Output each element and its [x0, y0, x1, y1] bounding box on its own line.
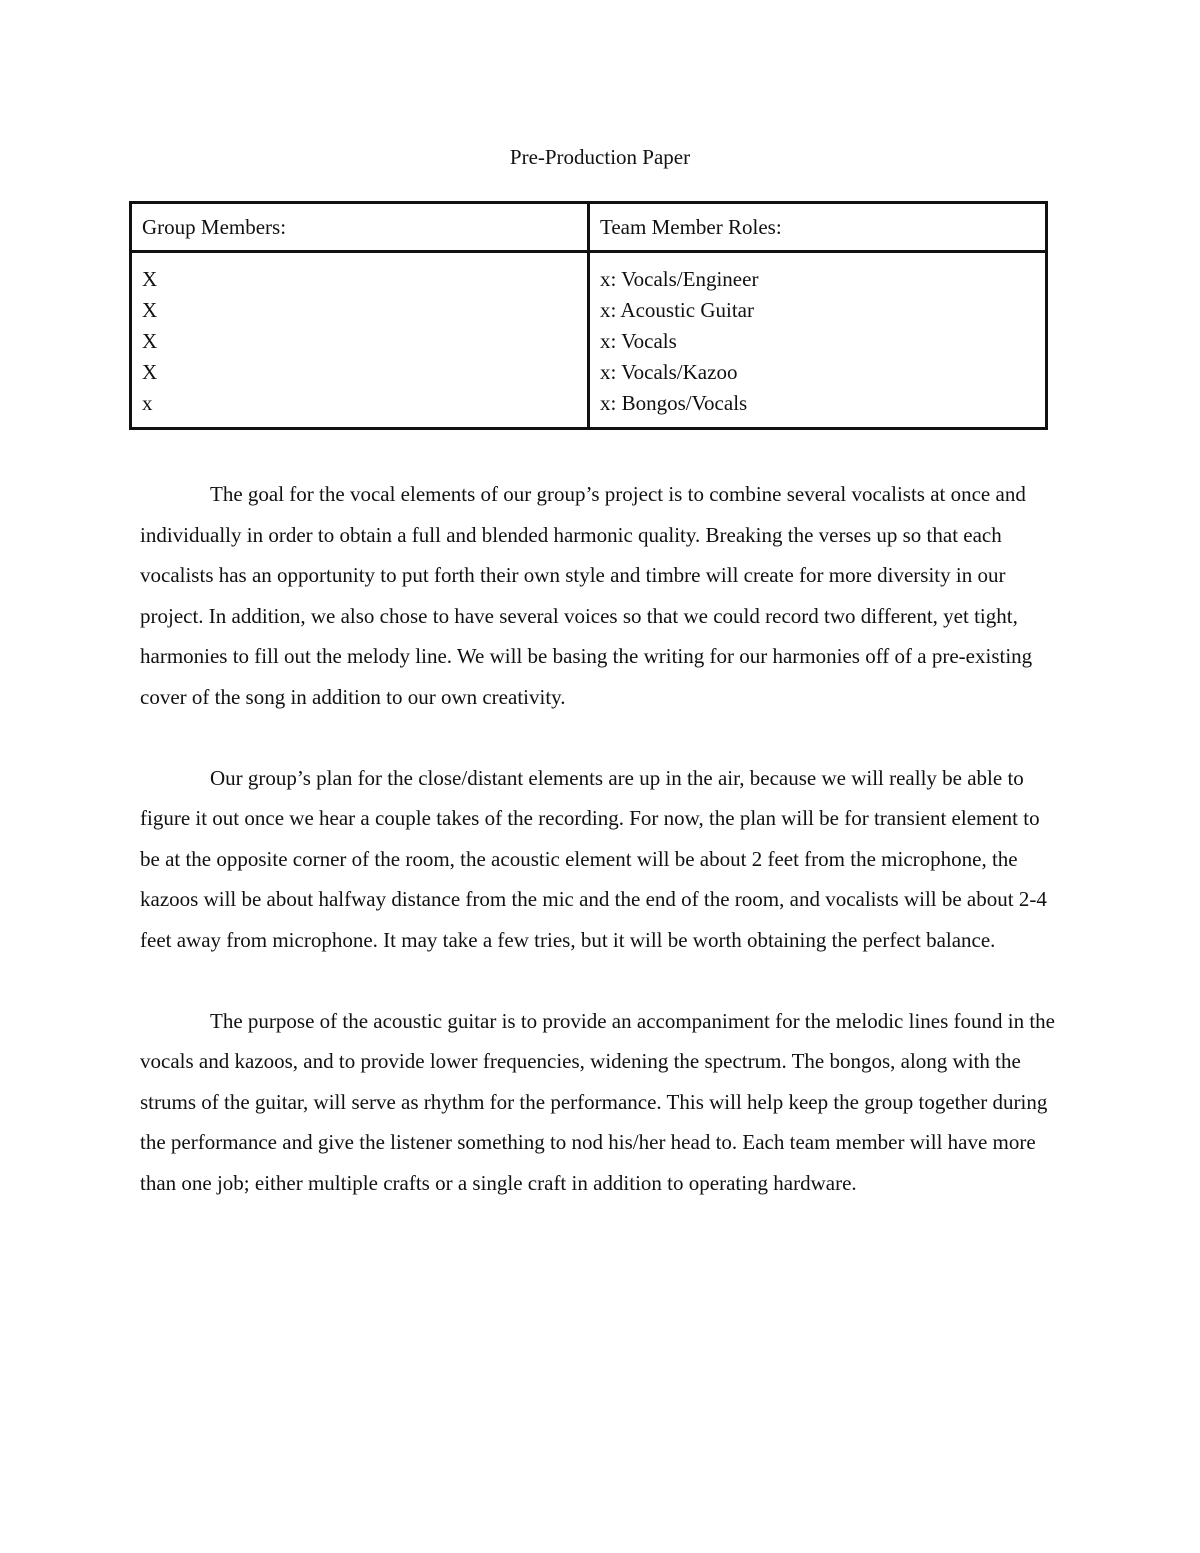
role-entry: x: Bongos/Vocals: [600, 391, 748, 415]
member-entry: X: [142, 298, 158, 322]
paragraph-instrumentation: The purpose of the acoustic guitar is to provide an accompaniment for the melodic lines found in the vocals and kazoos, and to provide lower frequencies, widening the spectrum. The bongos, along with the strums of the guitar, will serve as rhythm for the performance. This will help keep the group together during the performance and give the listener something to nod his/her head to. Each team member will have more than one job; either multiple crafts or a single craft in addition to operating hardware.: [140, 1008, 1056, 1195]
role-entry: x: Acoustic Guitar: [600, 298, 754, 322]
header-team-member-roles: Team Member Roles:: [589, 203, 1047, 252]
role-entry: x: Vocals/Kazoo: [600, 360, 738, 384]
table-body-row: [131, 252, 1047, 429]
member-entry: X: [142, 329, 158, 353]
role-entry: x: Vocals/Engineer: [600, 267, 759, 291]
member-entry: x: [142, 391, 153, 415]
paragraph-close-distant-elements: Our group’s plan for the close/distant elements are up in the air, because we will really be able to figure it out once we hear a couple takes of the recording. For now, the plan will be for transient element to be at the opposite corner of the room, the acoustic element will be about 2 feet from the microphone, the kazoos will be about halfway distance from the mic and the end of the room, and vocalists will be about 2-4 feet away from microphone. It may take a few tries, but it will be worth obtaining the perfect balance.: [140, 765, 1047, 952]
role-entry: x: Vocals: [600, 329, 677, 353]
header-group-members: Group Members:: [131, 203, 589, 252]
paragraph-vocal-elements: The goal for the vocal elements of our group’s project is to combine several vocalists at once and individually in order to obtain a full and blended harmonic quality. Breaking the verses up so that each vocalists has an opportunity to put forth their own style and timbre will create for more diversity in our project. In addition, we also chose to have several voices so that we could record two different, yet tight, harmonies to fill out the melody line. We will be basing the writing for our harmonies off of a pre-existing cover of the song in addition to our own creativity.: [140, 482, 1033, 709]
roles-cell: [589, 252, 1047, 429]
members-cell: [131, 252, 589, 429]
table-header-row: [131, 203, 1047, 252]
member-entry: X: [142, 267, 158, 291]
member-entry: X: [142, 360, 158, 384]
page-title: Pre-Production Paper: [509, 145, 691, 169]
roster-table: [129, 201, 1048, 430]
body-text: [140, 474, 1060, 1244]
